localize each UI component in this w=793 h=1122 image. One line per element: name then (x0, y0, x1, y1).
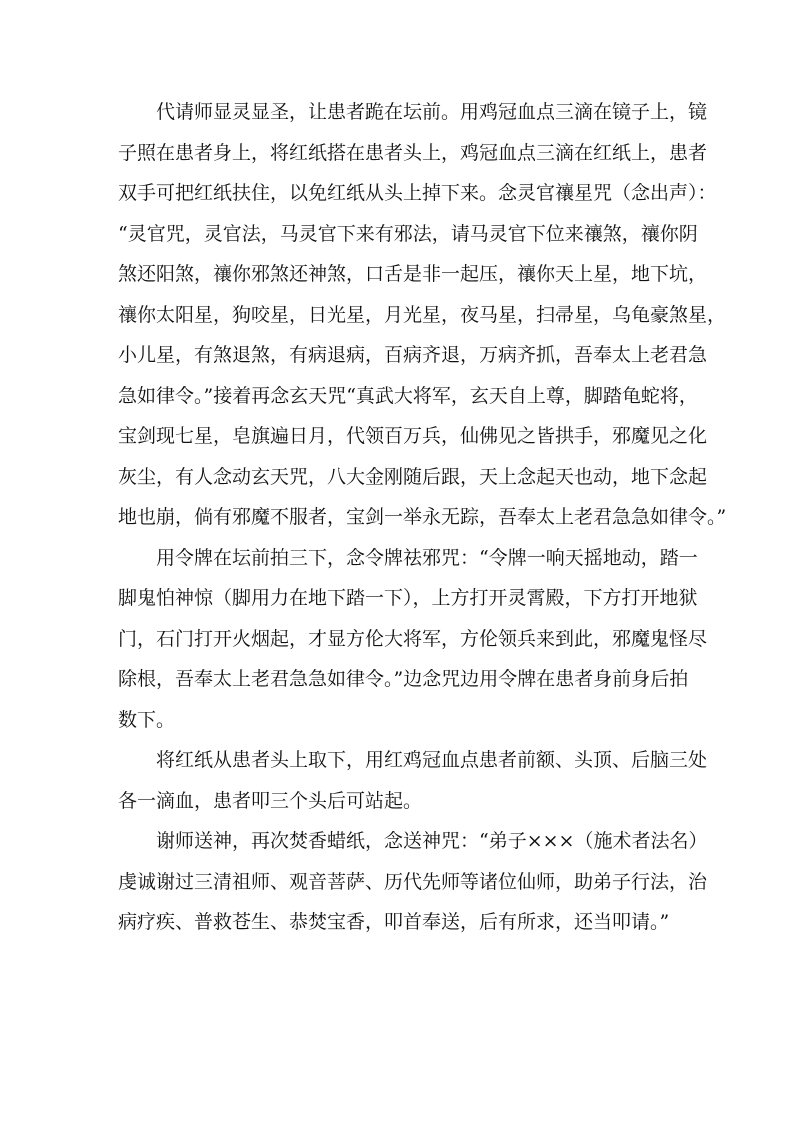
text-line: 煞还阳煞，禳你邪煞还神煞，口舌是非一起压，禳你天上星，地下坑， (118, 263, 708, 285)
text-line: 各一滴血，患者叩三个头后可站起。 (118, 789, 423, 812)
text-line: “灵官咒，灵官法，马灵官下来有邪法，请马灵官下位来禳煞，禳你阴 (118, 222, 698, 245)
text-line: 谢师送神，再次焚香蜡纸，念送神咒：“弟子×××（施术者法名） (156, 830, 708, 852)
paragraph-4 (118, 821, 708, 943)
text-line: 急如律令。”接着再念玄天咒“真武大将军，玄天自上尊，脚踏龟蛇将， (118, 384, 698, 407)
text-line: 数下。 (118, 708, 176, 731)
paragraph-1 (118, 92, 727, 538)
text-line: 将红纸从患者头上取下，用红鸡冠血点患者前额、头顶、后脑三处 (156, 749, 708, 771)
text-line: 子照在患者身上，将红纸搭在患者头上，鸡冠血点三滴在红纸上，患者 (118, 141, 708, 164)
text-line: 禳你太阳星，狗咬星，日光星，月光星，夜马星，扫帚星，乌龟豪煞星， (118, 303, 727, 326)
text-line: 除根，吾奉太上老君急急如律令。”边念咒边用令牌在患者身前身后拍 (118, 668, 689, 690)
text-line: 宝剑现七星，皂旗遍日月，代领百万兵，仙佛见之皆拱手，邪魔见之化 (118, 425, 708, 447)
text-line: 双手可把红纸扶住，以免红纸从头上掉下来。念灵官禳星咒（念出声）： (118, 182, 717, 204)
text-line: 病疗疾、普救苍生、恭焚宝香，叩首奉送，后有所求，还当叩请。” (118, 911, 670, 933)
text-line: 地也崩，倘有邪魔不服者，宝剑一举永无踪，吾奉太上老君急急如律令。” (118, 506, 727, 528)
text-line: 用令牌在坛前拍三下，念令牌祛邪咒：“令牌一响天摇地动，踏一 (156, 546, 698, 569)
text-line: 虔诚谢过三清祖师、观音菩萨、历代先师等诸位仙师，助弟子行法，治 (118, 870, 708, 893)
text-line: 灰尘，有人念动玄天咒，八大金刚随后跟，天上念起天也动，地下念起 (118, 465, 708, 488)
text-line: 小儿星，有煞退煞，有病退病，百病齐退，万病齐抓，吾奉太上老君急 (118, 344, 708, 366)
paragraph-3 (118, 740, 708, 821)
text-line: 代请师显灵显圣，让患者跪在坛前。用鸡冠血点三滴在镜子上，镜 (156, 101, 708, 123)
document-page (118, 92, 727, 943)
text-line: 门，石门打开火烟起，才显方伦大将军，方伦领兵来到此，邪魔鬼怪尽 (118, 627, 708, 650)
paragraph-2 (118, 538, 708, 741)
text-line: 脚鬼怕神惊（脚用力在地下踏一下），上方打开灵霄殿，下方打开地狱 (118, 587, 698, 609)
